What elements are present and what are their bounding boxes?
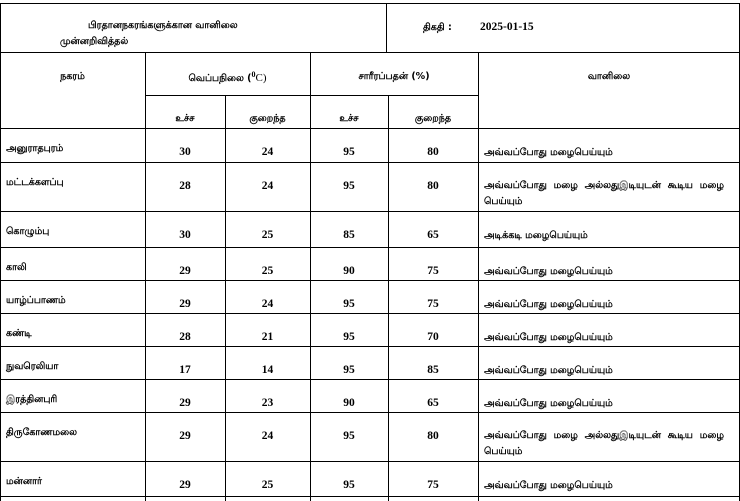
- city-name: நுவரெலியா: [6, 361, 59, 372]
- humidity-min: 80: [427, 180, 439, 192]
- humidity-min: 85: [427, 364, 439, 376]
- humidity-min: 80: [427, 146, 439, 158]
- header-temperature-label: வெப்பநிலை (: [188, 73, 252, 85]
- temp-min: 14: [261, 364, 274, 376]
- date-label: திகதி :: [423, 22, 452, 33]
- city-name: கண்டி: [6, 328, 32, 339]
- weather-description: அவ்வப்போது மழைபெய்யும்: [484, 299, 613, 310]
- weather-description: அவ்வப்போது மழைபெய்யும்: [484, 266, 613, 277]
- humidity-max: 95: [343, 430, 355, 442]
- header-humidity-max: உச்ச: [339, 113, 359, 124]
- temp-min: 25: [261, 265, 274, 277]
- weather-description: அவ்வப்போது மழைபெய்யும்: [484, 332, 613, 343]
- temp-max: 28: [179, 331, 191, 343]
- humidity-max: 95: [343, 331, 355, 343]
- humidity-max: 95: [343, 479, 355, 491]
- city-name: மட்டக்களப்பு: [6, 177, 64, 188]
- city-name: மன்னார்: [6, 476, 42, 487]
- title-line-1: பிரதானநகரங்களுக்கான வானிலை: [88, 20, 238, 31]
- weather-description: அவ்வப்போது மழை அல்லதுஇடியுடன் கூடிய மழை பெய்யும்: [484, 180, 724, 207]
- city-name: யாழ்ப்பாணம்: [6, 295, 66, 306]
- temp-max: 17: [179, 364, 191, 376]
- title-line-2: முன்னறிவித்தல்: [60, 36, 129, 47]
- temp-max: 29: [179, 479, 191, 491]
- humidity-min: 65: [427, 229, 439, 241]
- city-name: திருகோணமலை: [6, 427, 77, 438]
- header-temperature-sup: 0: [251, 70, 256, 79]
- weather-description: அவ்வப்போது மழை அல்லதுஇடியுடன் கூடிய மழை பெய்யும்: [484, 430, 724, 457]
- temp-min: 25: [261, 479, 274, 491]
- temp-max: 29: [179, 430, 191, 442]
- humidity-min: 80: [427, 430, 439, 442]
- header-temp-max: உச்ச: [175, 113, 195, 124]
- date-value: 2025-01-15: [480, 21, 534, 33]
- temp-min: 23: [261, 397, 274, 409]
- humidity-min: 70: [427, 331, 439, 343]
- temp-min: 21: [261, 331, 274, 343]
- header-humidity-min: குறைந்த: [414, 113, 452, 124]
- city-name: இரத்தினபுரி: [6, 394, 58, 405]
- weather-description: அவ்வப்போது மழைபெய்யும்: [484, 365, 613, 376]
- header-temp-min: குறைந்த: [249, 113, 286, 124]
- weather-description: அடிக்கடி மழைபெய்யும்: [484, 230, 588, 241]
- humidity-max: 95: [343, 180, 355, 192]
- city-name: காலி: [6, 262, 27, 273]
- forecast-title: [60, 18, 380, 50]
- header-city: நகரம்: [60, 71, 85, 82]
- humidity-max: 95: [343, 146, 355, 158]
- city-name: அனுராதபுரம்: [6, 143, 64, 154]
- temp-min: 25: [261, 229, 274, 241]
- header-temperature-unit: C): [255, 72, 267, 85]
- temp-max: 28: [179, 180, 191, 192]
- humidity-max: 95: [343, 364, 355, 376]
- weather-description: அவ்வப்போது மழைபெய்யும்: [484, 147, 613, 158]
- temp-max: 29: [179, 397, 191, 409]
- temp-min: 24: [261, 180, 274, 192]
- header-temperature: [145, 70, 310, 85]
- header-humidity: சாரீரப்பதன் (%): [358, 71, 430, 82]
- humidity-max: 85: [343, 229, 355, 241]
- header-weather: வானிலை: [587, 71, 631, 82]
- humidity-min: 75: [427, 265, 439, 277]
- temp-min: 24: [261, 146, 274, 158]
- city-name: கொழும்பு: [6, 226, 50, 237]
- humidity-max: 95: [343, 298, 355, 310]
- temp-max: 30: [179, 146, 191, 158]
- temp-min: 24: [261, 298, 274, 310]
- humidity-min: 65: [427, 397, 439, 409]
- humidity-min: 75: [427, 298, 439, 310]
- humidity-max: 90: [343, 265, 355, 277]
- humidity-max: 90: [343, 397, 355, 409]
- temp-min: 24: [261, 430, 274, 442]
- humidity-min: 75: [427, 479, 439, 491]
- temp-max: 29: [179, 265, 191, 277]
- temp-max: 29: [179, 298, 191, 310]
- temp-max: 30: [179, 229, 191, 241]
- weather-description: அவ்வப்போது மழைபெய்யும்: [484, 398, 613, 409]
- weather-description: அவ்வப்போது மழைபெய்யும்: [484, 480, 613, 491]
